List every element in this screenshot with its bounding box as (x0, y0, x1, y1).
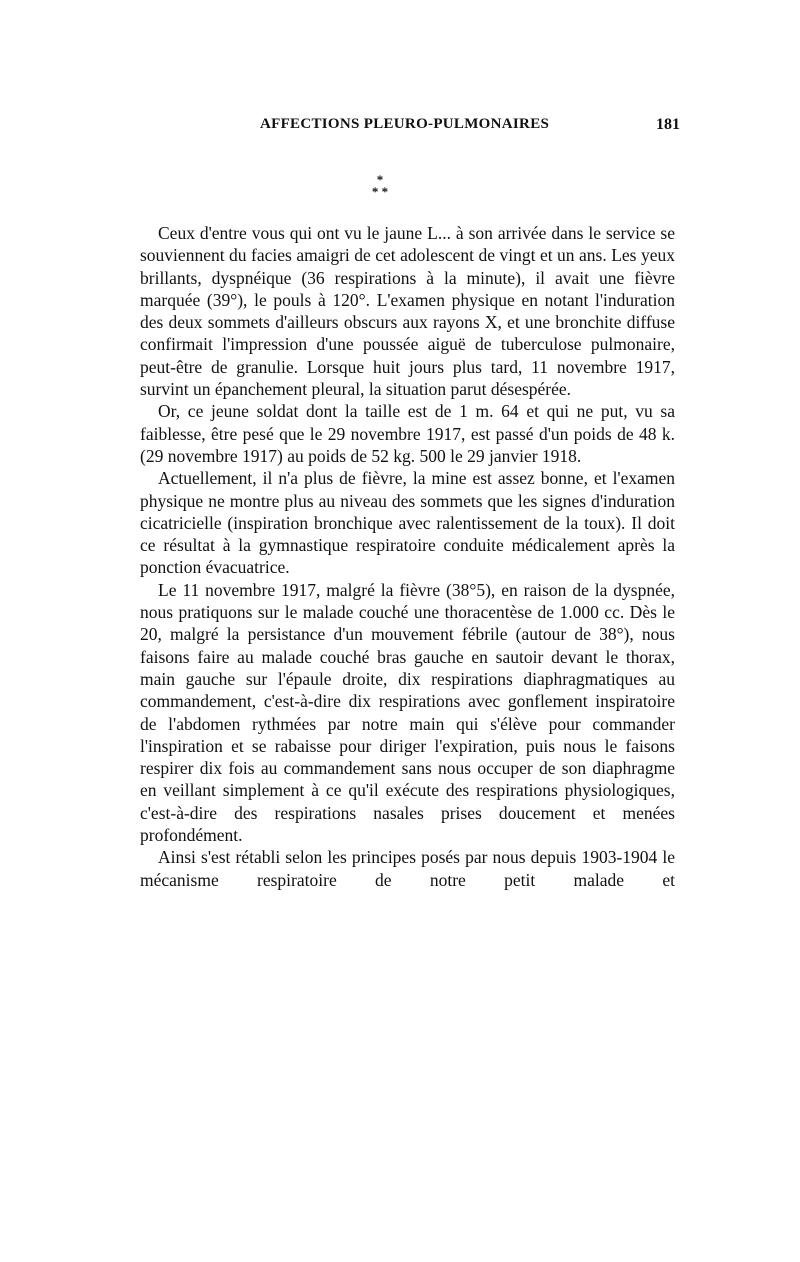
running-title: AFFECTIONS PLEURO-PULMONAIRES (260, 116, 550, 132)
paragraph: Actuellement, il n'a plus de fièvre, la mine est assez bonne, et l'examen physique ne montre plus au niveau des sommets que les signes d'induration cicatricielle (inspiration bronchique avec ralentissement de la toux). Il doit ce résultat à la gymnastique respiratoire conduite médicalement après la ponction évacuatrice. (140, 468, 675, 578)
paragraph: Ceux d'entre vous qui ont vu le jaune L... à son arrivée dans le service se souviennent du facies amaigri de cet adolescent de vingt et un ans. Les yeux brillants, dyspnéique (36 respirations à la minute), il avait une fièvre marquée (39°), le pouls à 120°. L'examen physique en notant l'induration des deux sommets d'ailleurs obscurs aux rayons X, et une bronchite diffuse confirmait l'impression d'une poussée aiguë de tuberculose pulmonaire, peut-être de granulie. Lorsque huit jours plus tard, 11 novembre 1917, survint un épanchement pleural, la situation parut désespérée. (140, 223, 675, 400)
body-text (140, 222, 675, 891)
page-header (150, 116, 680, 138)
asterism-bottom: * * (371, 184, 389, 199)
page-number: 181 (656, 116, 680, 133)
asterism-top: * (376, 172, 384, 187)
asterism-ornament (360, 174, 400, 198)
paragraph: Ainsi s'est rétabli selon les principes posés par nous depuis 1903-1904 le mécanisme respiratoire de notre petit malade et (140, 847, 675, 890)
paragraph: Le 11 novembre 1917, malgré la fièvre (38°5), en raison de la dyspnée, nous pratiquons sur le malade couché une thoracentèse de 1.000 cc. Dès le 20, malgré la persistance d'un mouvement fébrile (autour de 38°), nous faisons faire au malade couché bras gauche en sautoir devant le thorax, main gauche sur l'épaule droite, dix respirations diaphragmatiques au commandement, c'est-à-dire dix respirations avec gonflement inspiratoire de l'abdomen rythmées par notre main qui s'élève pour commander l'inspiration et se rabaisse pour diriger l'expiration, puis nous le faisons respirer dix fois au commandement sans nous occuper de son diaphragme en veillant simplement à ce qu'il exécute des respirations physiologiques, c'est-à-dire des respirations nasales prises doucement et menées profondément. (140, 579, 675, 846)
paragraph: Or, ce jeune soldat dont la taille est de 1 m. 64 et qui ne put, vu sa faiblesse, être pesé que le 29 novembre 1917, est passé d'un poids de 48 k. (29 novembre 1917) au poids de 52 kg. 500 le 29 janvier 1918. (140, 401, 675, 466)
